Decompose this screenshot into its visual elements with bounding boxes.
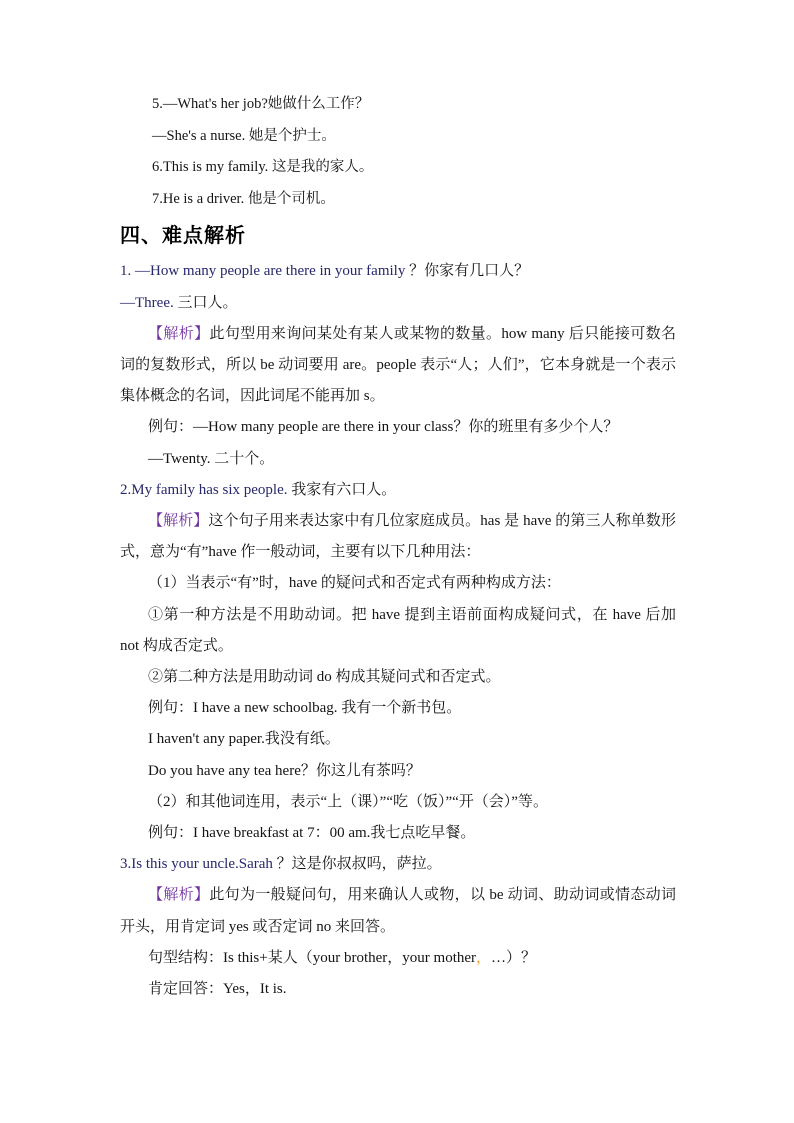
point-question-english: 1. —How many people are there in your family [120,263,410,280]
example-line: Do you have any tea here？你这儿有茶吗？ [148,762,421,779]
analysis-paragraph [120,506,676,568]
affirmative-answer-line: 肯定回答：Yes，It is. [148,981,287,998]
analysis-tag: 【解析】 [148,325,210,342]
intro-line [120,152,676,184]
intro-line-english: —She's a nurse. [152,127,249,144]
analysis-text: 此句为一般疑问句，用来确认人或物，以 be 动词、助动词或情态动词开头，用肯定词 yes 或否定词 no 来回答。 [120,887,676,935]
point-answer-chinese: 三口人。 [177,294,238,311]
intro-line-chinese: 她是个护士。 [248,127,336,144]
point-question [120,475,676,506]
analysis-paragraph [120,880,676,942]
intro-line-english: 6.This is my family. [152,159,272,176]
intro-line-chinese: 他是个司机。 [247,190,335,207]
usage-line: （1）当表示“有”时，have 的疑问式和否定式有两种构成方法： [148,575,561,592]
intro-line [120,89,676,121]
intro-line-english: 5.—What's her job? [152,96,268,112]
analysis-tag: 【解析】 [148,513,209,529]
example-line: 例句：—How many people are there in your class？你的班里有多少个人？ [148,419,619,436]
intro-line-chinese: 她做什么工作？ [267,96,370,112]
example-line: 例句：I have a new schoolbag. 我有一个新书包。 [148,700,462,717]
point-question-english: 3.Is this your uncle.Sarah [120,856,277,873]
point-question-chinese: 我家有六口人。 [291,481,397,498]
intro-line-english: 7.He is a driver. [152,190,248,207]
analysis-text: 此句型用来询问某处有某人或某物的数量。how many 后只能接可数名词的复数形式，所以 be 动词要用 are。people 表示“人；人们”，它本身就是一个表示集体概念的名词，因此词尾不能再加 s。 [120,325,676,405]
point-answer [120,288,676,319]
document-body [120,89,676,1005]
point-answer-english: —Three. [120,294,178,311]
point-question-english: 2.My family has six people. [120,481,292,498]
section-heading: 四、难点解析 [120,223,246,248]
analysis-tag: 【解析】 [148,887,210,904]
structure-mark: ， [476,949,492,966]
example-line: I haven't any paper.我没有纸。 [148,731,340,748]
sentence-structure-line [120,943,676,974]
example-line: —Twenty. 二十个。 [148,450,275,467]
method-line: ②第二种方法是用助动词 do 构成其疑问式和否定式。 [148,669,501,686]
analysis-text: 这个句子用来表达家中有几位家庭成员。has 是 have 的第三人称单数形式，意为“有”have 作一般动词，主要有以下几种用法： [120,513,676,561]
structure-text: 句型结构：Is this+某人（your brother，your mother [148,949,477,966]
point-question-chinese: ？这是你叔叔吗，萨拉。 [276,856,442,873]
intro-line [120,121,676,153]
point-question [120,849,676,880]
point-question-chinese: ？你家有几口人？ [409,263,530,280]
usage-line: （2）和其他词连用，表示“上（课）”“吃（饭）”“开（会）”等。 [148,793,548,810]
example-line: 例句：I have breakfast at 7：00 am.我七点吃早餐。 [148,825,476,842]
method-line: ①第一种方法是不用助动词。把 have 提到主语前面构成疑问式，在 have 后加 not 构成否定式。 [120,606,676,654]
intro-line-chinese: 这是我的家人。 [271,159,374,176]
point-question [120,256,676,287]
intro-line [120,184,676,216]
analysis-paragraph [120,319,676,413]
structure-text-end: …）？ [491,949,537,966]
